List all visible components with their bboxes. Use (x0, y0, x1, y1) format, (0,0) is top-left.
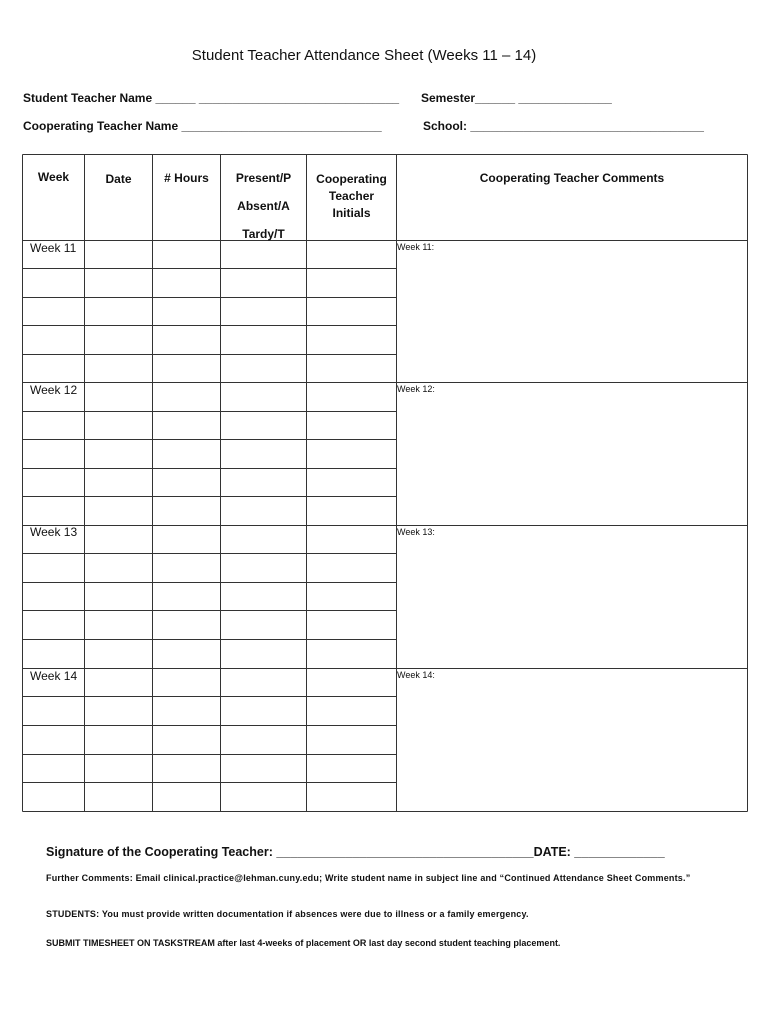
header-coop-line-2: Teacher (328, 189, 375, 203)
week-14-comment-box[interactable]: Week 14: (397, 670, 435, 680)
week-11-label: Week 11 (30, 241, 77, 255)
further-comments-note: Further Comments: Email clinical.practice@lehman.cuny.edu; Write student name in subject line and “Continued Attendance Sheet Comments.” (46, 873, 691, 883)
week-12-comment-box[interactable]: Week 12: (397, 384, 435, 394)
week-11-comment-box[interactable]: Week 11: (397, 242, 435, 252)
header-coop-line-3: Initials (332, 206, 371, 220)
week-13-label: Week 13 (30, 525, 78, 539)
header-present: Present/P (235, 171, 292, 185)
student-teacher-name-field[interactable]: Student Teacher Name ______ ______________________________ (23, 91, 400, 105)
page-title: Student Teacher Attendance Sheet (Weeks 11 – 14) (191, 47, 537, 64)
header-cooperating-teacher-initials (307, 171, 396, 222)
header-coop-line-1: Cooperating (316, 172, 387, 186)
header-attendance-status (221, 170, 306, 254)
header-hours: # Hours (164, 171, 209, 185)
school-field[interactable]: School: ___________________________________ (423, 119, 704, 133)
header-date: Date (105, 172, 132, 186)
header-comments: Cooperating Teacher Comments (479, 171, 665, 185)
students-note: STUDENTS: You must provide written documentation if absences were due to illness or a family emergency. (46, 909, 529, 919)
signature-date-line[interactable]: Signature of the Cooperating Teacher: _____________________________________DATE: _____________ (46, 845, 665, 859)
semester-field[interactable]: Semester______ ______________ (421, 91, 612, 105)
week-12-label: Week 12 (30, 383, 78, 397)
submit-note: SUBMIT TIMESHEET ON TASKSTREAM after last 4-weeks of placement OR last day second student teaching placement. (46, 938, 561, 948)
header-tardy: Tardy/T (242, 227, 285, 241)
week-14-label: Week 14 (30, 669, 78, 683)
header-absent: Absent/A (237, 199, 290, 213)
cooperating-teacher-name-field[interactable]: Cooperating Teacher Name ______________________________ (23, 119, 382, 133)
header-week: Week (37, 170, 70, 184)
week-13-comment-box[interactable]: Week 13: (397, 527, 435, 537)
